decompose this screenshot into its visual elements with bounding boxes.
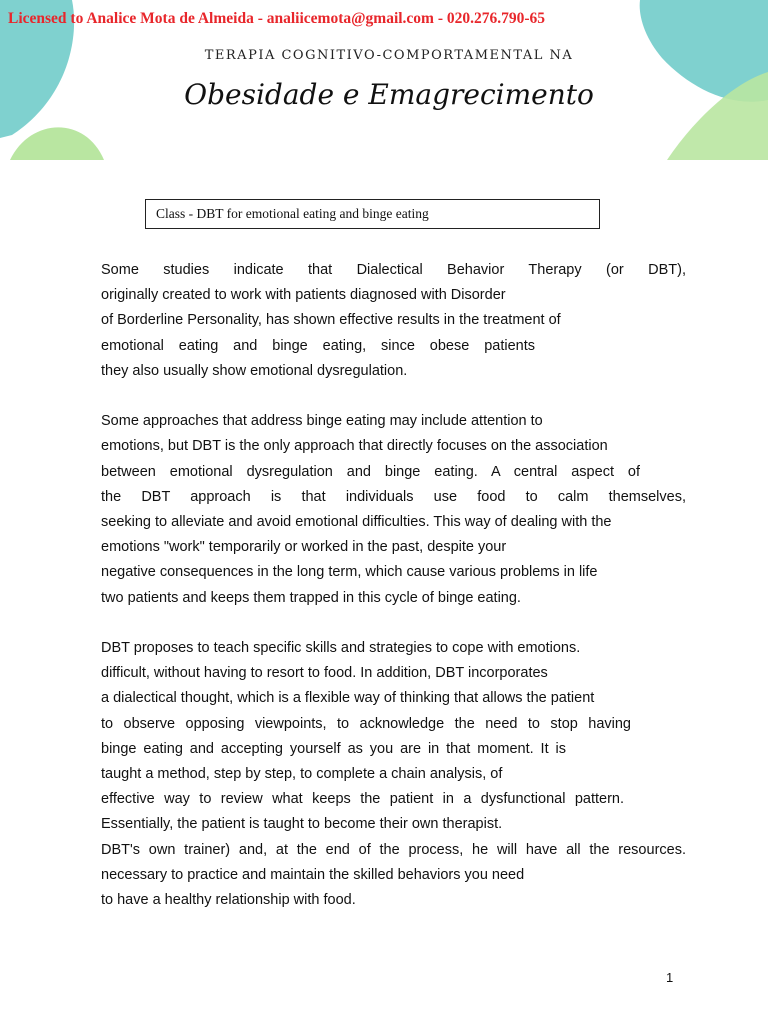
text-line: the DBT approach is that individuals use food to calm themselves, (101, 488, 686, 505)
text-line: seeking to alleviate and avoid emotional difficulties. This way of dealing with the (101, 513, 612, 530)
text-line: between emotional dysregulation and binge eating. A central aspect of (101, 463, 640, 480)
text-line: difficult, without having to resort to food. In addition, DBT incorporates (101, 665, 548, 682)
green-blob-left (10, 127, 104, 160)
header-kicker: TERAPIA COGNITIVO-COMPORTAMENTAL NA (204, 48, 574, 63)
page-number: 1 (666, 970, 674, 985)
text-line: taught a method, step by step, to complete a chain analysis, of (101, 765, 503, 782)
text-line: negative consequences in the long term, which cause various problems in life (101, 564, 598, 581)
body-text (101, 258, 686, 938)
license-watermark: Licensed to Analice Mota de Almeida - analiicemota@gmail.com - 020.276.790-65 (8, 10, 546, 27)
text-line: emotional eating and binge eating, since obese patients (101, 337, 535, 354)
text-line: of Borderline Personality, has shown effective results in the treatment of (101, 312, 561, 329)
paragraph (101, 258, 686, 384)
text-line: necessary to practice and maintain the skilled behaviors you need (101, 866, 525, 883)
text-line: to have a healthy relationship with food. (101, 891, 356, 908)
text-line: Some approaches that address binge eating may include attention to (101, 413, 543, 430)
text-line: originally created to work with patients diagnosed with Disorder (101, 287, 506, 304)
header-title: Obesidade e Emagrecimento (184, 78, 594, 111)
text-line: emotions "work" temporarily or worked in the past, despite your (101, 539, 507, 556)
text-line: they also usually show emotional dysregulation. (101, 362, 408, 379)
text-line: DBT's own trainer) and, at the end of the process, he will have all the resources. (101, 841, 686, 858)
text-line: emotions, but DBT is the only approach that directly focuses on the association (101, 438, 608, 455)
text-line: effective way to review what keeps the patient in a dysfunctional pattern. (101, 791, 624, 808)
text-line: a dialectical thought, which is a flexible way of thinking that allows the patient (101, 690, 595, 707)
paragraph (101, 636, 686, 913)
text-line: Essentially, the patient is taught to become their own therapist. (101, 816, 503, 833)
paragraph (101, 409, 686, 611)
text-line: two patients and keeps them trapped in this cycle of binge eating. (101, 589, 521, 606)
text-line: to observe opposing viewpoints, to acknowledge the need to stop having (101, 715, 631, 732)
text-line: binge eating and accepting yourself as you are in that moment. It is (101, 740, 566, 757)
text-line: DBT proposes to teach specific skills and strategies to cope with emotions. (101, 639, 581, 656)
class-label-box: Class - DBT for emotional eating and binge eating (145, 199, 600, 229)
text-line: Some studies indicate that Dialectical Behavior Therapy (or DBT), (101, 262, 686, 278)
